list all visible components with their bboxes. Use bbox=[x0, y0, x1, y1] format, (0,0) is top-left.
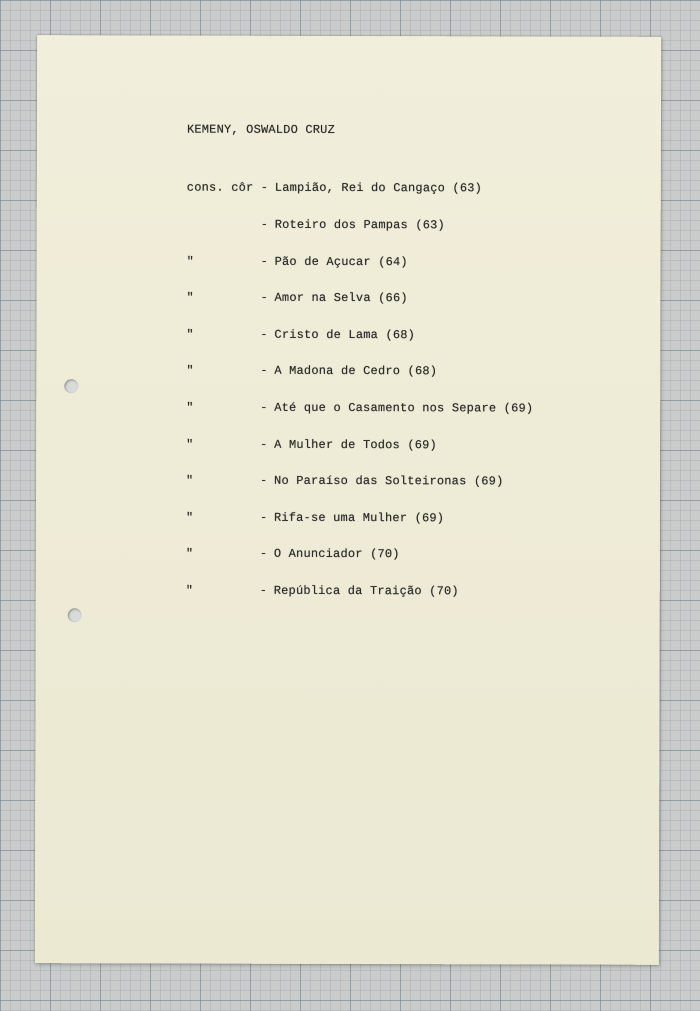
typed-sheet bbox=[35, 35, 661, 965]
punch-hole bbox=[64, 379, 78, 393]
entry-prefix: " bbox=[186, 437, 194, 452]
list-item bbox=[186, 511, 533, 524]
list-item bbox=[186, 475, 533, 488]
list-item bbox=[187, 292, 534, 305]
entry-prefix: " bbox=[186, 363, 194, 378]
entry-dash: - bbox=[260, 327, 268, 342]
list-item bbox=[187, 255, 534, 268]
entry-title: O Anunciador (70) bbox=[273, 547, 400, 562]
entry-dash: - bbox=[260, 290, 268, 305]
document-heading: KEMENY, OSWALDO CRUZ bbox=[186, 122, 336, 137]
entry-title: No Paraíso das Solteironas (69) bbox=[274, 473, 504, 489]
entry-dash: - bbox=[260, 473, 268, 488]
entry-title: Cristo de Lama (68) bbox=[274, 327, 416, 342]
entry-title: Pão de Açucar (64) bbox=[274, 254, 408, 269]
entry-prefix: " bbox=[186, 290, 194, 305]
entry-prefix: " bbox=[185, 510, 194, 525]
entry-title: A Madona de Cedro (68) bbox=[274, 364, 438, 379]
entry-prefix: cons. côr bbox=[186, 180, 254, 196]
entry-dash: - bbox=[260, 437, 268, 452]
entry-prefix bbox=[187, 219, 261, 231]
list-item bbox=[187, 182, 534, 195]
list-item bbox=[186, 328, 533, 341]
list-item bbox=[186, 438, 533, 451]
entry-dash: - bbox=[260, 217, 269, 232]
entry-dash: - bbox=[260, 254, 269, 269]
list-item bbox=[186, 548, 533, 561]
entry-prefix: " bbox=[186, 327, 194, 342]
entry-title: Rifa-se uma Mulher (69) bbox=[273, 510, 445, 526]
entry-dash: - bbox=[259, 583, 268, 598]
entry-dash: - bbox=[260, 364, 268, 379]
entry-dash: - bbox=[260, 181, 269, 196]
punch-hole bbox=[68, 608, 82, 622]
entry-prefix: " bbox=[186, 254, 195, 269]
entry-title: Até que o Casamento nos Separe (69) bbox=[274, 400, 534, 416]
entry-title: A Mulher de Todos (69) bbox=[274, 437, 437, 452]
entry-title: Lampião, Rei do Cangaço (63) bbox=[274, 181, 483, 196]
entry-prefix: " bbox=[185, 546, 194, 561]
entry-prefix: " bbox=[186, 473, 194, 488]
entry-title: Roteiro dos Pampas (63) bbox=[274, 217, 445, 233]
list-item bbox=[187, 219, 534, 232]
entry-dash: - bbox=[259, 510, 268, 525]
entry-prefix: " bbox=[186, 400, 194, 415]
list-item bbox=[186, 365, 533, 378]
entry-title: Amor na Selva (66) bbox=[274, 290, 408, 306]
entry-prefix: " bbox=[185, 583, 194, 598]
entry-dash: - bbox=[260, 400, 268, 415]
filmography-list bbox=[186, 158, 534, 622]
list-item bbox=[186, 585, 533, 598]
entry-title: República da Traição (70) bbox=[273, 583, 459, 599]
entry-dash: - bbox=[259, 547, 268, 562]
list-item bbox=[186, 402, 533, 415]
